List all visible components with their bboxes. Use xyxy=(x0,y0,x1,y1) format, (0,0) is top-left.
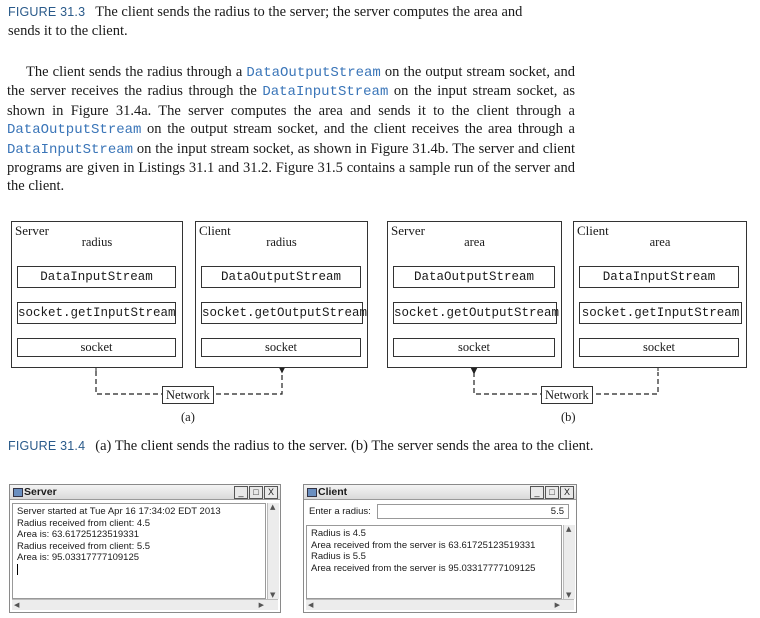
server-vertical-scrollbar[interactable] xyxy=(267,503,279,599)
diagram-a-client-panel xyxy=(195,221,368,368)
maximize-button[interactable]: □ xyxy=(545,486,559,499)
scroll-right-arrow-icon[interactable]: ▶ xyxy=(258,601,264,609)
caption-text: (a) The client sends the radius to the server. (b) The server sends the area to the client. xyxy=(95,438,594,454)
socket-box: socket xyxy=(579,338,739,357)
subfigure-label-a: (a) xyxy=(181,410,195,424)
client-title-bar[interactable] xyxy=(304,485,576,500)
subfigure-label-b: (b) xyxy=(561,410,576,424)
close-button[interactable]: X xyxy=(264,486,278,499)
scroll-down-arrow-icon[interactable]: ▼ xyxy=(566,591,572,599)
get-input-stream-box: socket.getInputStream xyxy=(17,302,176,324)
maximize-button[interactable]: □ xyxy=(249,486,263,499)
socket-box: socket xyxy=(201,338,361,357)
server-horizontal-scrollbar[interactable] xyxy=(12,599,278,610)
scroll-up-arrow-icon[interactable]: ▲ xyxy=(270,503,276,511)
radius-input[interactable]: 5.5 xyxy=(377,504,569,519)
network-label-a: Network xyxy=(162,386,214,404)
figure-label: FIGURE 31.3 xyxy=(8,5,86,19)
log-line: Area is: 63.61725123519331 xyxy=(17,529,140,541)
figure-label: FIGURE 31.4 xyxy=(8,439,86,453)
code-term: DataOutputStream xyxy=(246,65,381,81)
panel-title: Server xyxy=(391,223,425,238)
radius-prompt-label: Enter a radius: xyxy=(309,506,371,517)
server-title-bar[interactable] xyxy=(10,485,280,500)
value-label: radius xyxy=(266,235,297,249)
client-horizontal-scrollbar[interactable] xyxy=(306,599,574,610)
client-vertical-scrollbar[interactable] xyxy=(563,525,575,599)
log-line: Radius received from client: 5.5 xyxy=(17,540,151,552)
client-window xyxy=(303,484,577,613)
scroll-left-arrow-icon[interactable]: ◀ xyxy=(308,601,314,609)
log-line: Area is: 95.03317777109125 xyxy=(17,552,140,564)
server-window xyxy=(9,484,281,613)
panel-title: Client xyxy=(577,223,609,238)
log-line: Server started at Tue Apr 16 17:34:02 EDT 2013 xyxy=(17,506,221,517)
java-app-icon xyxy=(13,488,23,497)
log-line: Radius received from client: 4.5 xyxy=(17,517,151,529)
result-line: Area received from the server is 95.03317777109125 xyxy=(311,562,536,574)
scroll-down-arrow-icon[interactable]: ▼ xyxy=(270,591,276,599)
code-term: DataInputStream xyxy=(7,141,134,158)
window-title: Client xyxy=(318,486,348,498)
scroll-up-arrow-icon[interactable]: ▲ xyxy=(566,525,572,533)
panel-title: Server xyxy=(15,223,49,238)
server-log-textarea[interactable] xyxy=(12,503,266,599)
body-paragraph: The client sends the radius through a DataOutputStream on the output stream socket, and the server receives the radius through the DataInputStream on the input stream socket, as shown in Figure 31.4a. The server computes the area and sends it to the client through a DataOutputStream on the output stream socket, and the client receives the area through a DataInputStream on the input stream socket, as shown in Figure 31.4b. The server and client programs are given in Listings 31.1 and 31.2. Figure 31.5 contains a sample run of the server and the client. xyxy=(7,64,575,195)
data-output-stream-box: DataOutputStream xyxy=(393,266,555,288)
caption-line-2: sends it to the client. xyxy=(8,23,128,39)
value-label: area xyxy=(464,235,485,249)
get-output-stream-box: socket.getOutputStream xyxy=(393,302,557,324)
result-line: Radius is 5.5 xyxy=(311,551,366,563)
panel-title: Client xyxy=(199,223,231,238)
java-app-icon xyxy=(307,488,317,497)
data-output-stream-box: DataOutputStream xyxy=(201,266,361,288)
diagram-b-client-panel xyxy=(573,221,747,368)
socket-box: socket xyxy=(393,338,555,357)
client-result-textarea[interactable] xyxy=(306,525,562,599)
figure-31-4-caption xyxy=(8,437,748,456)
get-output-stream-box: socket.getOutputStream xyxy=(201,302,363,324)
window-title: Server xyxy=(24,486,57,498)
scroll-right-arrow-icon[interactable]: ▶ xyxy=(554,601,560,609)
get-input-stream-box: socket.getInputStream xyxy=(579,302,742,324)
code-term: DataInputStream xyxy=(262,84,389,101)
diagram-a-server-panel xyxy=(11,221,183,368)
data-input-stream-box: DataInputStream xyxy=(17,266,176,288)
diagram-b-server-panel xyxy=(387,221,562,368)
caption-line-1: The client sends the radius to the server; the server computes the area and xyxy=(95,4,523,20)
close-button[interactable]: X xyxy=(560,486,574,499)
result-line: Area received from the server is 63.61725123519331 xyxy=(311,539,536,551)
text-cursor xyxy=(17,564,18,575)
code-term: DataOutputStream xyxy=(7,122,142,139)
minimize-button[interactable]: _ xyxy=(234,486,248,499)
scroll-left-arrow-icon[interactable]: ◀ xyxy=(14,601,20,609)
socket-box: socket xyxy=(17,338,176,357)
result-line: Radius is 4.5 xyxy=(311,528,366,539)
minimize-button[interactable]: _ xyxy=(530,486,544,499)
value-label: area xyxy=(649,235,671,249)
network-label-b: Network xyxy=(541,386,593,404)
value-label: radius xyxy=(81,235,113,249)
data-input-stream-box: DataInputStream xyxy=(579,266,739,288)
